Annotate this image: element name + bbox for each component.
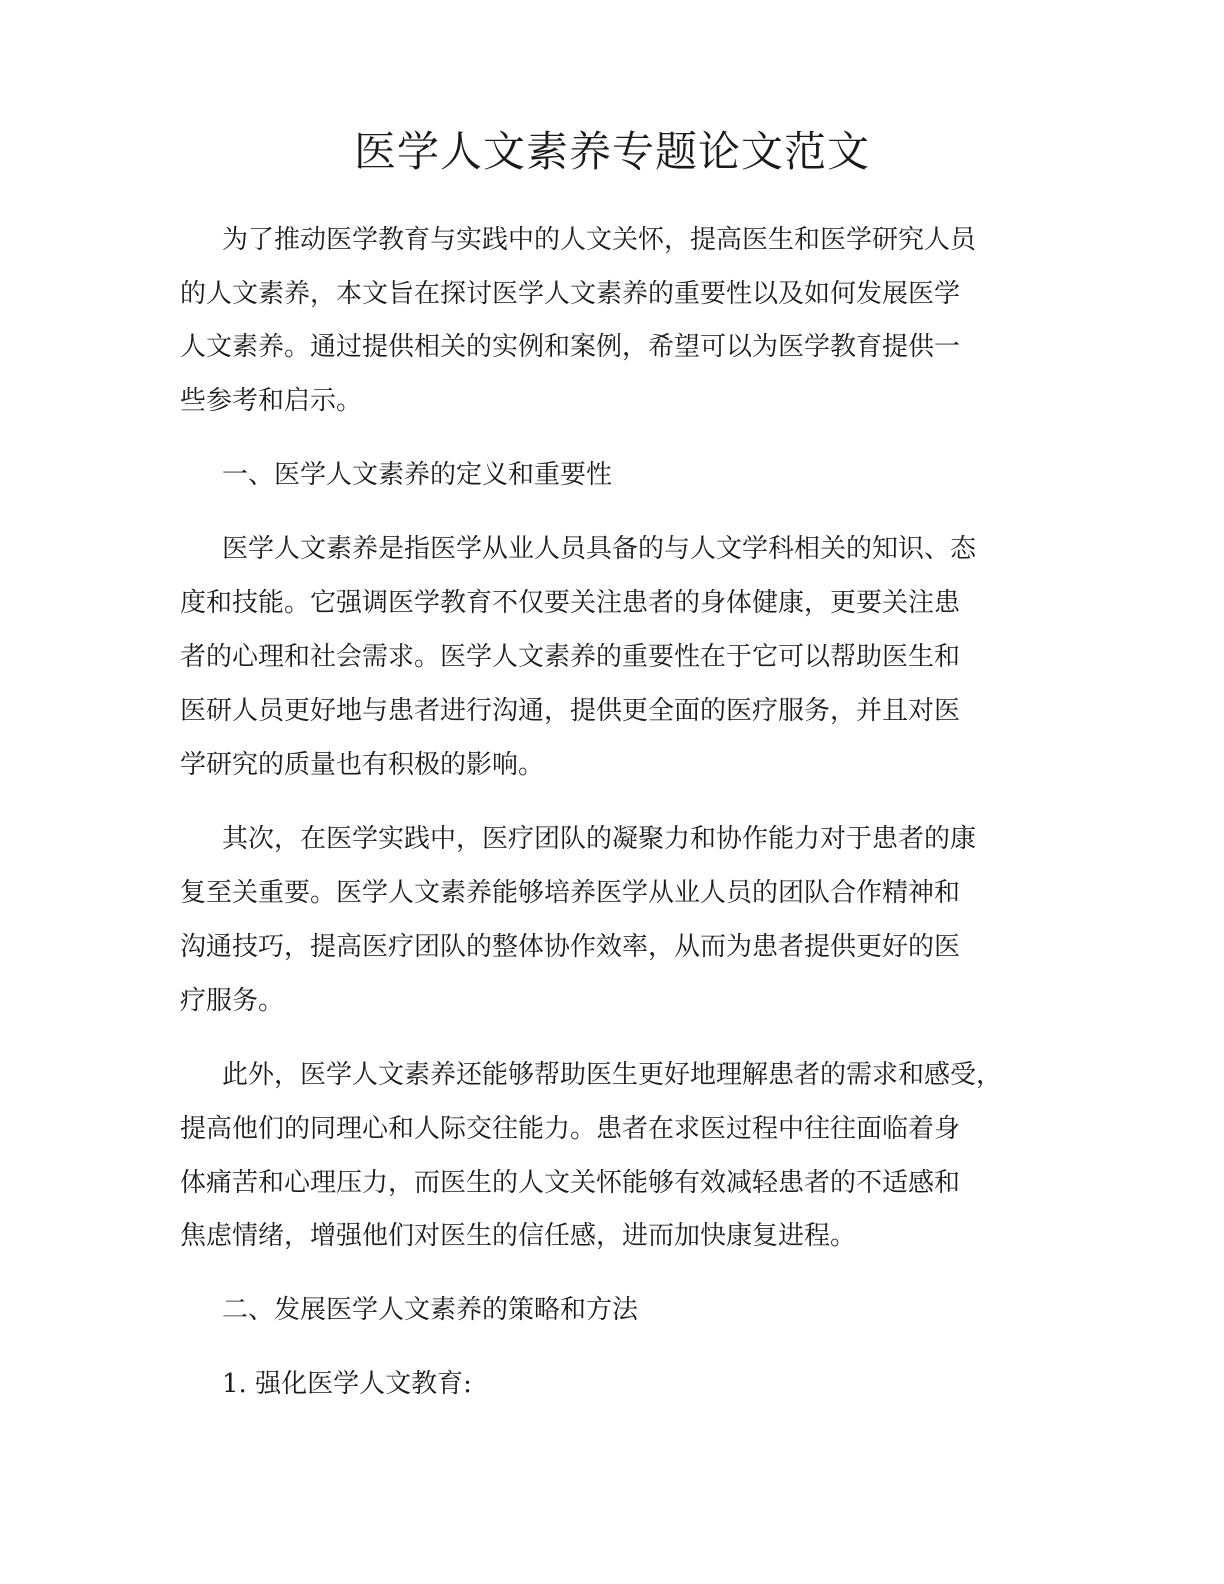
document-title: 医学人文素养专题论文范文 (353, 127, 870, 176)
paragraph-line: 学研究的质量也有积极的影响。 (180, 750, 545, 780)
paragraph-line: 医研人员更好地与患者进行沟通，提供更全面的医疗服务，并且对医 (180, 696, 961, 726)
section-heading: 二、发展医学人文素养的策略和方法 (222, 1295, 639, 1325)
paragraph-line: 体痛苦和心理压力，而医生的人文关怀能够有效减轻患者的不适感和 (180, 1168, 961, 1198)
list-item: 1. 强化医学人文教育: (222, 1369, 472, 1399)
paragraph-line: 其次，在医学实践中，医疗团队的凝聚力和协作能力对于患者的康 (222, 824, 977, 854)
paragraph-line: 人文素养。通过提供相关的实例和案例，希望可以为医学教育提供一 (180, 332, 961, 362)
paragraph-line: 沟通技巧，提高医疗团队的整体协作效率，从而为患者提供更好的医 (180, 932, 961, 962)
paragraph-line: 医学人文素养是指医学从业人员具备的与人文学科相关的知识、态 (222, 534, 977, 564)
paragraph-line: 度和技能。它强调医学教育不仅要关注患者的身体健康，更要关注患 (180, 588, 961, 618)
paragraph-line: 复至关重要。医学人文素养能够培养医学从业人员的团队合作精神和 (180, 878, 961, 908)
paragraph-line: 疗服务。 (180, 986, 285, 1016)
paragraph-line: 焦虑情绪，增强他们对医生的信任感，进而加快康复进程。 (180, 1221, 857, 1251)
paragraph-line: 的人文素养，本文旨在探讨医学人文素养的重要性以及如何发展医学 (180, 279, 961, 309)
paragraph-line: 为了推动医学教育与实践中的人文关怀，提高医生和医学研究人员 (222, 225, 977, 255)
paragraph-line: 此外，医学人文素养还能够帮助医生更好地理解患者的需求和感受， (222, 1060, 1003, 1090)
paragraph-line: 者的心理和社会需求。医学人文素养的重要性在于它可以帮助医生和 (180, 642, 961, 672)
paragraph-line: 提高他们的同理心和人际交往能力。患者在求医过程中往往面临着身 (180, 1114, 961, 1144)
paragraph-line: 些参考和启示。 (180, 386, 363, 416)
section-heading: 一、医学人文素养的定义和重要性 (222, 460, 613, 490)
